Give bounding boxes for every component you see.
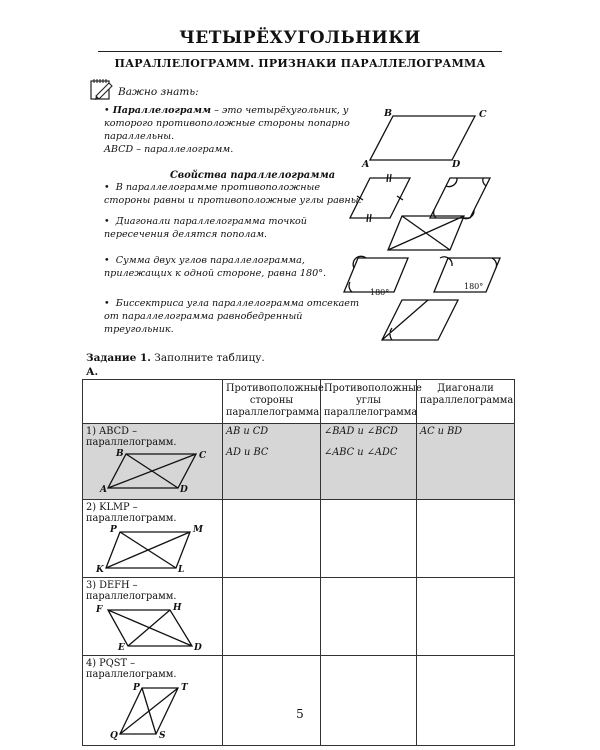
title-divider — [98, 51, 502, 52]
answer-cell-empty[interactable] — [417, 500, 515, 578]
parallelogram-figures — [340, 100, 520, 348]
task-part: А. — [86, 366, 99, 378]
answer-angles-2: ∠ABC и ∠ADC — [324, 447, 398, 458]
row-label-text: 1) ABCD – параллелограмм. — [86, 426, 177, 448]
answer-cell-empty[interactable] — [417, 578, 515, 656]
vertex-label-a: A — [362, 159, 370, 170]
vertex-label-c: C — [479, 109, 487, 120]
property-item: • Диагонали параллелограмма точкой пересечения делятся пополам. — [104, 216, 307, 240]
table-row — [83, 656, 515, 746]
vertex-label: A — [100, 485, 107, 494]
vertex-label: M — [193, 525, 203, 535]
property-item: • В параллелограмме противоположные стороны равны и противоположные углы равны. — [104, 182, 362, 206]
answer-angles-1: ∠BAD и ∠BCD — [324, 426, 398, 437]
vertex-label: E — [118, 643, 125, 650]
vertex-label: L — [178, 565, 185, 572]
angle-label: 180° — [370, 288, 390, 297]
table-row — [83, 578, 515, 656]
vertex-label: H — [173, 603, 182, 613]
vertex-label: F — [96, 605, 103, 615]
row-label-text: 2) KLMP – параллелограмм. — [86, 502, 177, 524]
table-row-label — [83, 424, 223, 500]
parallelogram-figure — [86, 448, 218, 494]
property-item: • Биссектриса угла параллелограмма отсекает от параллелограмма равнобедренный треугольник. — [104, 298, 360, 335]
property-text: Сумма двух углов параллелограмма, прилежащих к одной стороне, равна 180°. — [104, 255, 327, 279]
task-label: Задание 1. — [86, 352, 151, 364]
answer-cell-empty[interactable] — [321, 656, 417, 746]
angle-label: 180° — [464, 282, 484, 291]
property-text: В параллелограмме противоположные стороны равны и противоположные углы равны. — [104, 182, 362, 206]
parallelogram-figure — [86, 524, 218, 572]
answer-cell-empty[interactable] — [223, 500, 321, 578]
notebook-pencil-icon — [88, 76, 114, 102]
vertex-label: S — [159, 731, 166, 740]
table-row-label — [83, 500, 223, 578]
parallelogram-figure — [86, 602, 218, 650]
property-text: Диагонали параллелограмма точкой пересечения делятся пополам. — [104, 216, 307, 240]
table-row — [83, 500, 515, 578]
vertex-label: K — [96, 565, 104, 572]
answer-cell-empty[interactable] — [223, 656, 321, 746]
page-number: 5 — [296, 707, 304, 721]
answer-diagonals: AC и BD — [420, 426, 463, 437]
definition-paragraph: • Параллелограмм – это четырёхугольник, у которого противоположные стороны попарно параллельны. — [104, 105, 350, 142]
answer-sides-2: AD и BC — [226, 447, 269, 458]
table-header: Противоположные углы параллелограмма — [321, 380, 417, 424]
vertex-label-b: B — [384, 108, 393, 119]
definition-term: Параллелограмм — [112, 105, 212, 116]
property-text: Биссектриса угла параллелограмма отсекает от параллелограмма равнобедренный треугольник. — [104, 298, 360, 335]
vertex-label: P — [110, 525, 117, 535]
table-header-row — [83, 380, 515, 424]
vertex-label-d: D — [452, 159, 461, 170]
vertex-label: D — [194, 643, 202, 650]
task-table — [82, 379, 515, 746]
answer-cell-empty[interactable] — [321, 500, 417, 578]
answer-sides-1: AB и CD — [226, 426, 269, 437]
vertex-label: C — [199, 451, 207, 461]
task-heading — [86, 352, 265, 364]
table-row-label — [83, 656, 223, 746]
table-row-label — [83, 578, 223, 656]
parallelogram-abcd — [370, 116, 475, 160]
answer-cell — [417, 424, 515, 500]
answer-cell — [223, 424, 321, 500]
task-text: Заполните таблицу. — [150, 352, 265, 364]
answer-cell-empty[interactable] — [417, 656, 515, 746]
row-label-text: 3) DEFH – параллелограмм. — [86, 580, 177, 602]
answer-cell — [321, 424, 417, 500]
properties-title: Свойства параллелограмма — [170, 170, 336, 181]
property-item: • Сумма двух углов параллелограмма, прилежащих к одной стороне, равна 180°. — [104, 255, 327, 279]
table-row — [83, 424, 515, 500]
answer-cell-empty[interactable] — [223, 578, 321, 656]
row-label-text: 4) PQST – параллелограмм. — [86, 658, 177, 680]
parallelogram-equal-angles — [430, 178, 490, 218]
vertex-label: P — [133, 683, 140, 693]
vertex-label: Q — [110, 731, 118, 740]
important-label: Важно знать: — [118, 86, 199, 98]
parallelogram-bisector — [382, 300, 458, 340]
table-header-empty — [83, 380, 223, 424]
vertex-label: T — [181, 683, 188, 693]
table-header: Диагонали параллелограмма — [417, 380, 515, 424]
table-header: Противоположные стороны параллелограмма — [223, 380, 321, 424]
answer-cell-empty[interactable] — [321, 578, 417, 656]
page-title: ЧЕТЫРЁХУГОЛЬНИКИ — [179, 28, 421, 48]
vertex-label: B — [116, 449, 124, 459]
definition-text: – это четырёхугольник, у которого противоположные стороны попарно параллельны. — [104, 105, 350, 142]
definition-example: ABCD – параллелограмм. — [104, 144, 234, 155]
vertex-label: D — [180, 485, 188, 494]
section-subtitle: ПАРАЛЛЕЛОГРАММ. ПРИЗНАКИ ПАРАЛЛЕЛОГРАММА — [114, 57, 486, 70]
